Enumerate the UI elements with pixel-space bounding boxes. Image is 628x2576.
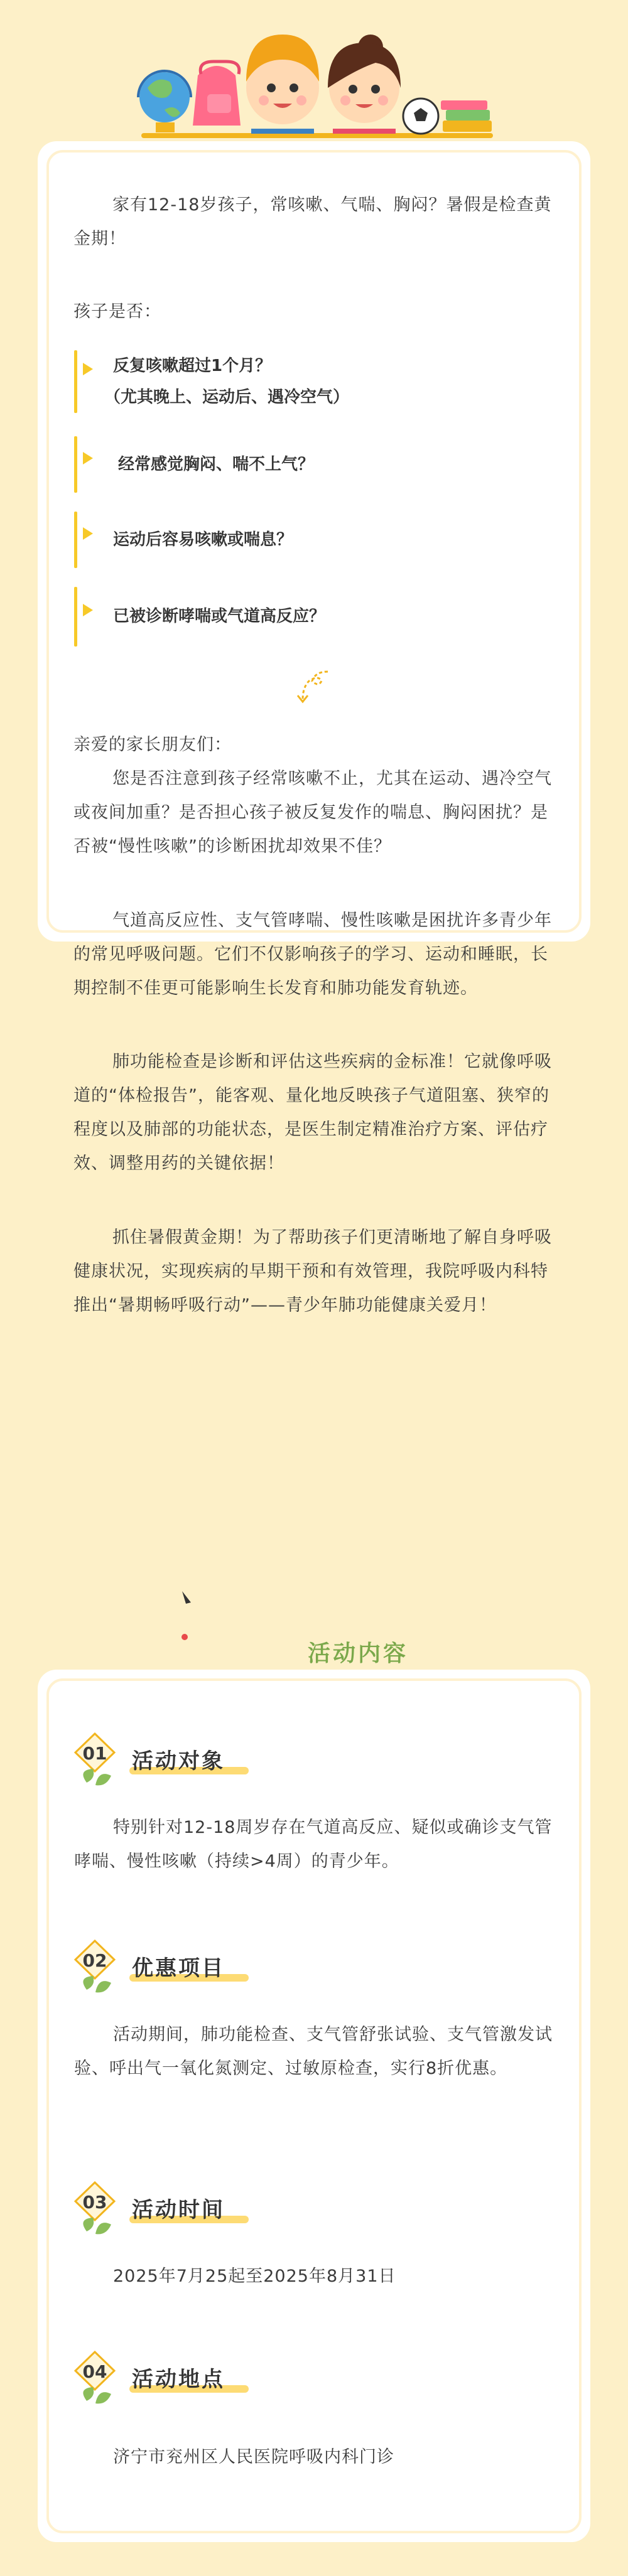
question-text: 反复咳嗽超过1个月？ xyxy=(113,357,272,375)
question-item xyxy=(74,587,551,647)
question-item xyxy=(74,436,551,493)
activity-card-border xyxy=(46,1678,582,2533)
triangle-icon xyxy=(83,363,93,375)
intro-paragraph: 您是否注意到孩子经常咳嗽不止，尤其在运动、遇冷空气或夜间加重？是否担心孩子被反复发作的喘息、胸闷困扰？是否被“慢性咳嗽”的诊断困扰却效果不佳？ xyxy=(73,769,552,856)
books-icon xyxy=(441,100,492,132)
question-bar xyxy=(74,436,77,493)
question-text: 经常感觉胸闷、喘不上气？ xyxy=(118,455,315,474)
activity-card xyxy=(38,1670,590,2542)
item-body: 特别针对12-18周岁存在气道高反应、疑似或确诊支气管哮喘、慢性咳嗽（持续>4周）的青少年。 xyxy=(74,1818,553,1871)
question-item xyxy=(74,512,551,568)
badge-number: 02 xyxy=(82,1950,107,1971)
badge-number: 01 xyxy=(82,1743,107,1764)
soccer-ball-icon xyxy=(403,99,438,134)
item-title: 活动地点 xyxy=(132,2367,225,2392)
activity-section-title: 活动内容 xyxy=(308,1641,409,1666)
question-bar xyxy=(74,587,77,647)
item-body: 活动期间，肺功能检查、支气管舒张试验、支气管激发试验、呼出气一氧化氮测定、过敏原检查，实行8折优惠。 xyxy=(74,2025,553,2078)
cursor-decoration xyxy=(170,1588,207,1645)
question-text: 运动后容易咳嗽或喘息？ xyxy=(113,530,293,549)
triangle-icon xyxy=(83,452,93,464)
item-title: 活动时间 xyxy=(132,2198,225,2223)
question-subtext: （尤其晚上、运动后、遇冷空气） xyxy=(104,388,350,407)
header-illustration xyxy=(0,0,628,144)
item-body: 2025年7月25起至2025年8月31日 xyxy=(113,2267,396,2286)
badge-number: 04 xyxy=(82,2361,107,2382)
question-bar xyxy=(74,350,77,413)
intro-headline: 家有12-18岁孩子，常咳嗽、气喘、胸闷？暑假是检查黄金期！ xyxy=(73,195,552,249)
squiggle-arrow-icon xyxy=(290,665,340,716)
intro-paragraph: 气道高反应性、支气管哮喘、慢性咳嗽是困扰许多青少年的常见呼吸问题。它们不仅影响孩子的学习、运动和睡眠，长期控制不佳更可能影响生长发育和肺功能发育轨迹。 xyxy=(73,911,552,998)
greeting: 亲爱的家长朋友们： xyxy=(73,735,232,754)
triangle-icon xyxy=(83,604,93,616)
question-item xyxy=(74,350,551,413)
question-bar xyxy=(74,512,77,568)
boy-character xyxy=(246,35,319,134)
question-lead: 孩子是否： xyxy=(73,302,161,321)
intro-paragraph: 肺功能检查是诊断和评估这些疾病的金标准！它就像呼吸道的“体检报告”，能客观、量化地反映孩子气道阻塞、狭窄的程度以及肺部的功能状态，是医生制定精准治疗方案、评估疗效、调整用药的关键依据！ xyxy=(73,1052,552,1173)
question-text: 已被诊断哮喘或气道高反应？ xyxy=(113,607,326,626)
item-title: 活动对象 xyxy=(132,1749,225,1774)
triangle-icon xyxy=(83,527,93,540)
intro-paragraph: 抓住暑假黄金期！为了帮助孩子们更清晰地了解自身呼吸健康状况，实现疾病的早期干预和有效管理，我院呼吸内科特推出“暑期畅呼吸行动”——青少年肺功能健康关爱月！ xyxy=(73,1228,552,1315)
badge-number: 03 xyxy=(82,2192,107,2213)
globe-icon xyxy=(138,71,191,132)
backpack-icon xyxy=(193,62,241,126)
item-title: 优惠项目 xyxy=(132,1956,225,1981)
item-body: 济宁市兖州区人民医院呼吸内科门诊 xyxy=(113,2447,394,2467)
girl-character xyxy=(328,35,401,134)
